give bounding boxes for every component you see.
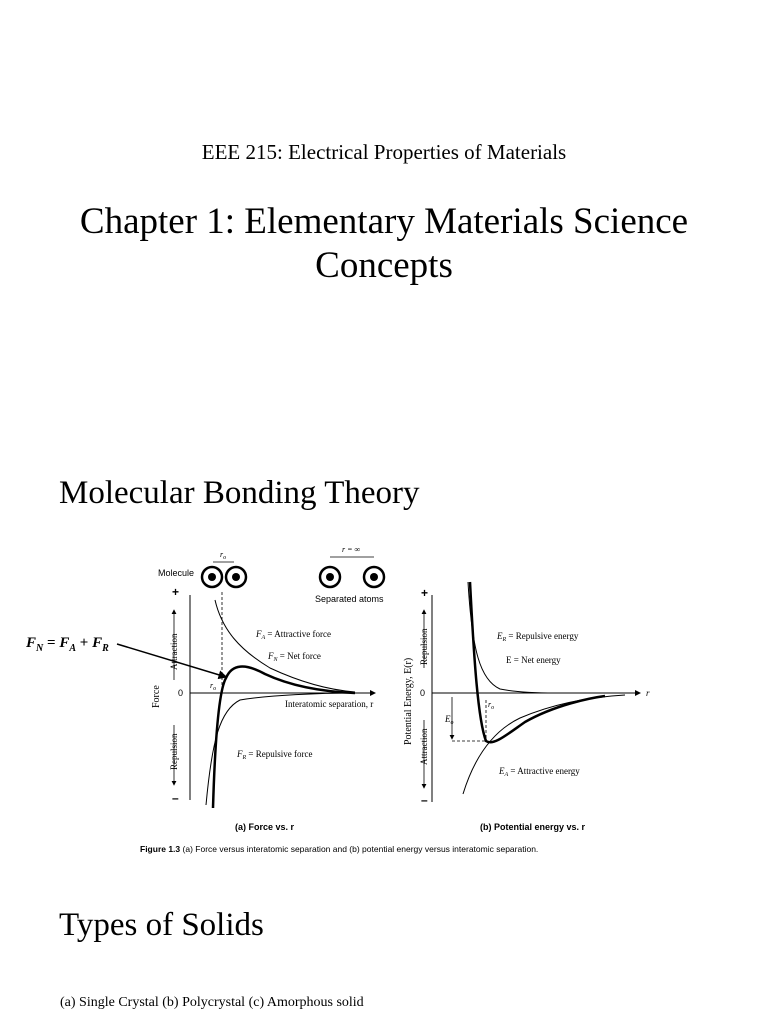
- r-infinity-label: r = ∞: [342, 545, 361, 554]
- attractive-energy-curve: [463, 695, 625, 794]
- svg-text:ro: $r_o$: [210, 681, 217, 692]
- section-heading-solids: Types of Solids: [59, 907, 264, 943]
- svg-text:Attraction: Attraction: [419, 728, 429, 765]
- svg-text:0: 0: [178, 688, 184, 698]
- svg-text:+: +: [172, 585, 180, 599]
- svg-text:Repulsion: Repulsion: [169, 733, 179, 770]
- panel-b-energy-label: Potential Energy, E(r): [403, 657, 414, 745]
- molecule-label: Molecule: [158, 568, 195, 578]
- chapter-title: Chapter 1: Elementary Materials Science Concepts: [79, 201, 689, 286]
- panel-a-force-label: Force: [151, 685, 162, 708]
- section-heading-bonding: Molecular Bonding Theory: [59, 475, 420, 511]
- panel-b-subcaption: (b) Potential energy vs. r: [480, 822, 586, 832]
- separated-atoms-label: Separated atoms: [315, 594, 384, 604]
- svg-text:FA = Attractive force: $F_A$ = Attractive force: [256, 629, 331, 641]
- svg-text:–: –: [172, 791, 179, 805]
- svg-text:–: –: [421, 793, 428, 807]
- svg-text:EA = Attractive energy: $E_A$ = Attractive energy: [499, 766, 580, 778]
- svg-text:Repulsion: Repulsion: [419, 628, 429, 665]
- solids-caption: (a) Single Crystal (b) Polycrystal (c) Amorphous solid: [60, 995, 364, 1010]
- course-title: EEE 215: Electrical Properties of Materials: [201, 140, 567, 164]
- svg-text:ro: $r_o$: [488, 700, 495, 711]
- svg-text:ro: $r_o$: [220, 550, 227, 561]
- bonding-figure: [0, 540, 768, 860]
- svg-text:FN = Net force: $F_N$ = Net force: [268, 651, 321, 663]
- figure-caption: Figure 1.3 (a) Force versus interatomic separation and (b) potential energy versus interatomic separation.: [140, 844, 539, 854]
- panel-a-subcaption: (a) Force vs. r: [235, 822, 295, 832]
- svg-text:FR = Repulsive force: $F_R$ = Repulsive force: [237, 749, 313, 761]
- svg-text:0: 0: [420, 688, 426, 698]
- panel-b-energy-plot: [403, 582, 650, 832]
- svg-text:Interatomic separation, r: Interatomic separation, r: [285, 699, 374, 709]
- force-equation-annotation: $F_N = F_A + F_R$: [26, 635, 109, 654]
- svg-text:Attraction: Attraction: [169, 633, 179, 670]
- panel-a-force-plot: [151, 545, 384, 832]
- net-force-curve: [213, 667, 355, 808]
- svg-text:Eo: $E_o$: [445, 714, 454, 726]
- svg-text:ER = Repulsive energy: $E_R$ = Repulsive energy: [497, 631, 579, 643]
- svg-text:E = Net energy: E = Net energy: [506, 655, 561, 665]
- attractive-force-curve: [215, 600, 355, 692]
- svg-text:r: r: [646, 688, 650, 698]
- svg-text:+: +: [421, 586, 429, 600]
